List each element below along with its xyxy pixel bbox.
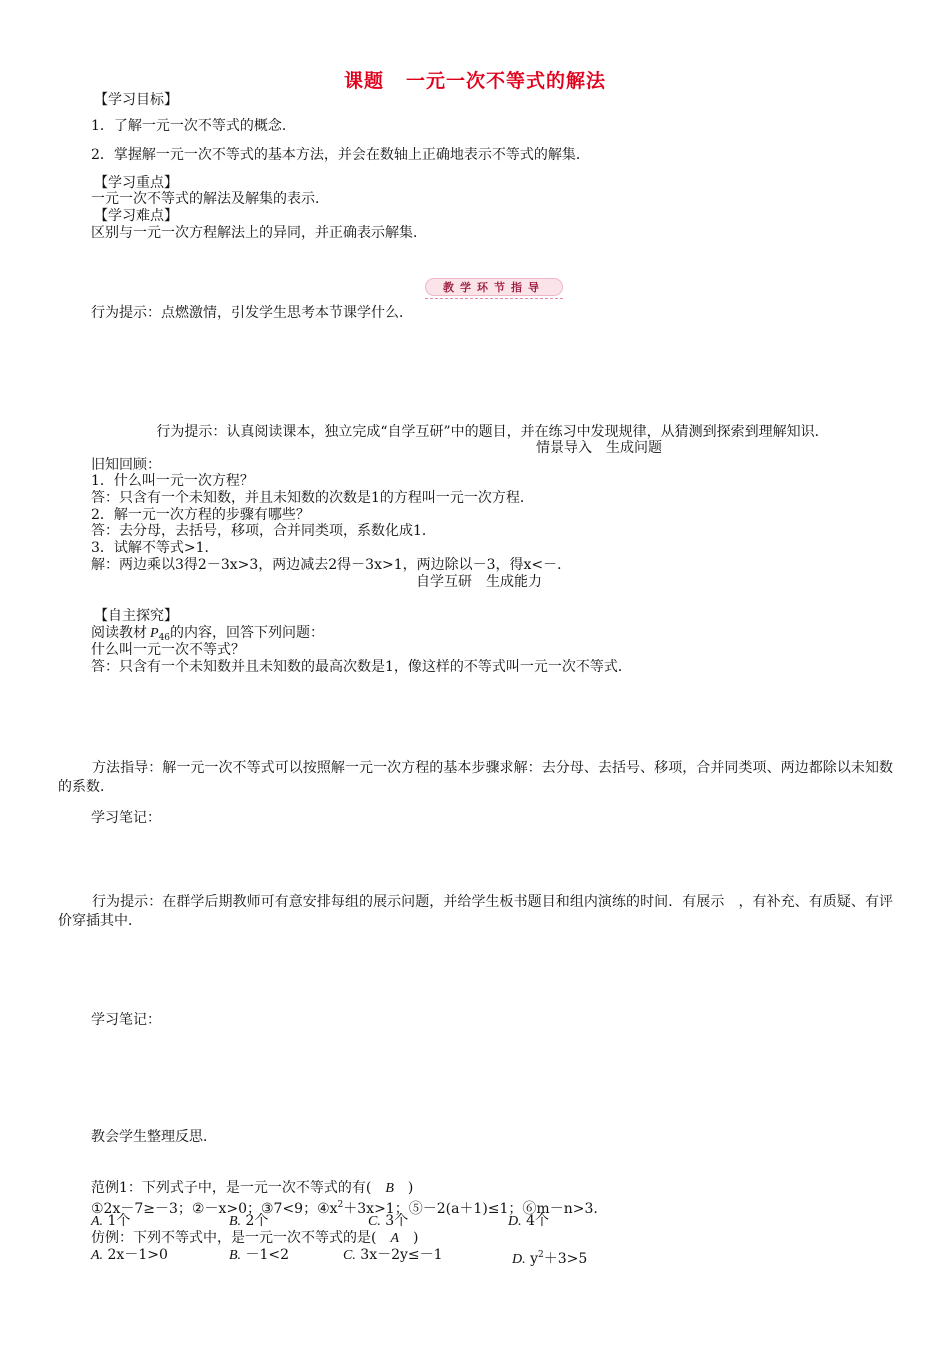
- example-1-stem-pre: 范例1：下列式子中，是一元一次不等式的有(: [91, 1180, 386, 1196]
- example-1-option-b: [229, 1213, 268, 1230]
- key-points-text: 一元一次不等式的解法及解集的表示．: [91, 191, 329, 207]
- hint-3: 行为提示：在群学后期教师可有意安排每组的展示问题，并给学生板书题目和组内演练的时间．有展示 ，有补充、有质疑、有评价穿插其中．: [58, 894, 893, 929]
- example-1-exprs-post: ＋3x>1；⑤－2(a＋1)≤1；⑥m－n>3.: [343, 1201, 598, 1217]
- example-1-option-a: [91, 1213, 130, 1230]
- study-notes-2: 学习笔记：: [91, 1012, 161, 1028]
- example-2-option-b: [229, 1247, 289, 1264]
- example-2-option-d: [512, 1247, 587, 1268]
- option-letter: D.: [512, 1252, 526, 1267]
- option-letter: A.: [91, 1214, 104, 1229]
- option-letter: C.: [343, 1248, 356, 1263]
- explore-read-page: P: [150, 626, 159, 641]
- title-prefix: 课题: [343, 70, 384, 92]
- hint-1: 行为提示：点燃激情，引发学生思考本节课学什么．: [91, 305, 413, 321]
- explore-answer: 答：只含有一个未知数并且未知数的最高次数是1，像这样的不等式叫一元一次不等式．: [91, 659, 632, 675]
- objectives-heading: 【学习目标】: [94, 92, 178, 108]
- objective-item-1: 1．了解一元一次不等式的概念．: [91, 118, 296, 134]
- section-2-title: 自学互研 生成能力: [416, 574, 542, 590]
- section-1-title: 情景导入 生成问题: [536, 440, 662, 456]
- example-1-exprs-pre: ①2x－7≥－3；②－x>0；③7<9；④x: [91, 1201, 338, 1217]
- review-answer-1: 答：只含有一个未知数，并且未知数的次数是1的方程叫一元一次方程．: [91, 490, 534, 506]
- hint-2: 行为提示：认真阅读课本，独立完成“自学互研”中的题目，并在练习中发现规律，从猜测到探索到理解知识．: [156, 424, 829, 440]
- example-1-option-c: [368, 1213, 408, 1230]
- explore-read-post: 的内容，回答下列问题：: [170, 625, 325, 641]
- review-heading: 旧知回顾：: [91, 457, 161, 473]
- banner-text: 教学环节指导: [443, 281, 545, 294]
- page-title: [0, 66, 950, 93]
- option-letter: B.: [229, 1248, 242, 1263]
- option-letter: B.: [229, 1214, 242, 1229]
- example-2-option-c: [343, 1247, 443, 1264]
- option-text: 2x－1>0: [107, 1247, 168, 1263]
- explore-read-page-number: 46: [158, 633, 171, 643]
- example-1-stem-post: ): [393, 1180, 414, 1196]
- option-letter: A.: [91, 1248, 104, 1263]
- review-question-1: 1．什么叫一元一次方程？: [91, 473, 254, 489]
- difficulties-heading: 【学习难点】: [94, 208, 178, 224]
- option-text: 4个: [526, 1213, 549, 1229]
- option-text: 1个: [107, 1213, 131, 1229]
- difficulties-text: 区别与一元一次方程解法上的异同，并正确表示解集．: [91, 225, 427, 241]
- explore-read-pre: 阅读教材: [91, 625, 147, 641]
- example-1-answer: B: [385, 1181, 394, 1196]
- section-banner: [425, 277, 563, 299]
- option-text: 3x－2y≤－1: [360, 1247, 443, 1263]
- option-letter: D.: [508, 1214, 522, 1229]
- key-points-heading: 【学习重点】: [94, 175, 178, 191]
- example-1-exprs-sup: 2: [337, 1200, 344, 1210]
- example-2-stem-post: ): [399, 1230, 419, 1246]
- explore-heading: 【自主探究】: [94, 608, 178, 624]
- example-2-option-a: [91, 1247, 168, 1264]
- example-2-stem-pre: 仿例：下列不等式中，是一元一次不等式的是(: [91, 1230, 391, 1246]
- title-main: 一元一次不等式的解法: [406, 70, 607, 92]
- example-2-answer: A: [390, 1231, 400, 1246]
- example-1-option-d: [508, 1213, 549, 1230]
- option-letter: C.: [368, 1214, 381, 1229]
- option-text: 3个: [385, 1213, 409, 1229]
- explore-question: 什么叫一元一次不等式？: [91, 642, 245, 658]
- objective-item-2: 2．掌握解一元一次不等式的基本方法，并会在数轴上正确地表示不等式的解集．: [91, 147, 590, 163]
- method-guidance: 方法指导：解一元一次不等式可以按照解一元一次方程的基本步骤求解：去分母、去括号、移项，合并同类项、两边都除以未知数的系数．: [58, 760, 893, 795]
- review-answer-3: 解：两边乘以3得2－3x>3，两边减去2得－3x>1，两边除以－3，得x<－．: [91, 557, 572, 573]
- option-text-base: y: [530, 1251, 538, 1267]
- option-text: 2个: [245, 1213, 269, 1229]
- review-question-2: 2．解一元一次方程的步骤有哪些？: [91, 507, 310, 523]
- option-text-sup: 2: [538, 1250, 544, 1260]
- example-2-stem: [91, 1230, 419, 1247]
- study-notes-1: 学习笔记：: [91, 810, 161, 826]
- option-text-rest: ＋3>5: [543, 1251, 588, 1267]
- review-question-3: 3．试解不等式>1．: [91, 540, 219, 556]
- example-1-stem: [91, 1180, 413, 1197]
- reflection-text: 教会学生整理反思．: [91, 1129, 217, 1145]
- option-text: －1<2: [245, 1247, 290, 1263]
- banner-underline: [425, 298, 563, 299]
- review-answer-2: 答：去分母，去括号，移项，合并同类项，系数化成1．: [91, 523, 436, 539]
